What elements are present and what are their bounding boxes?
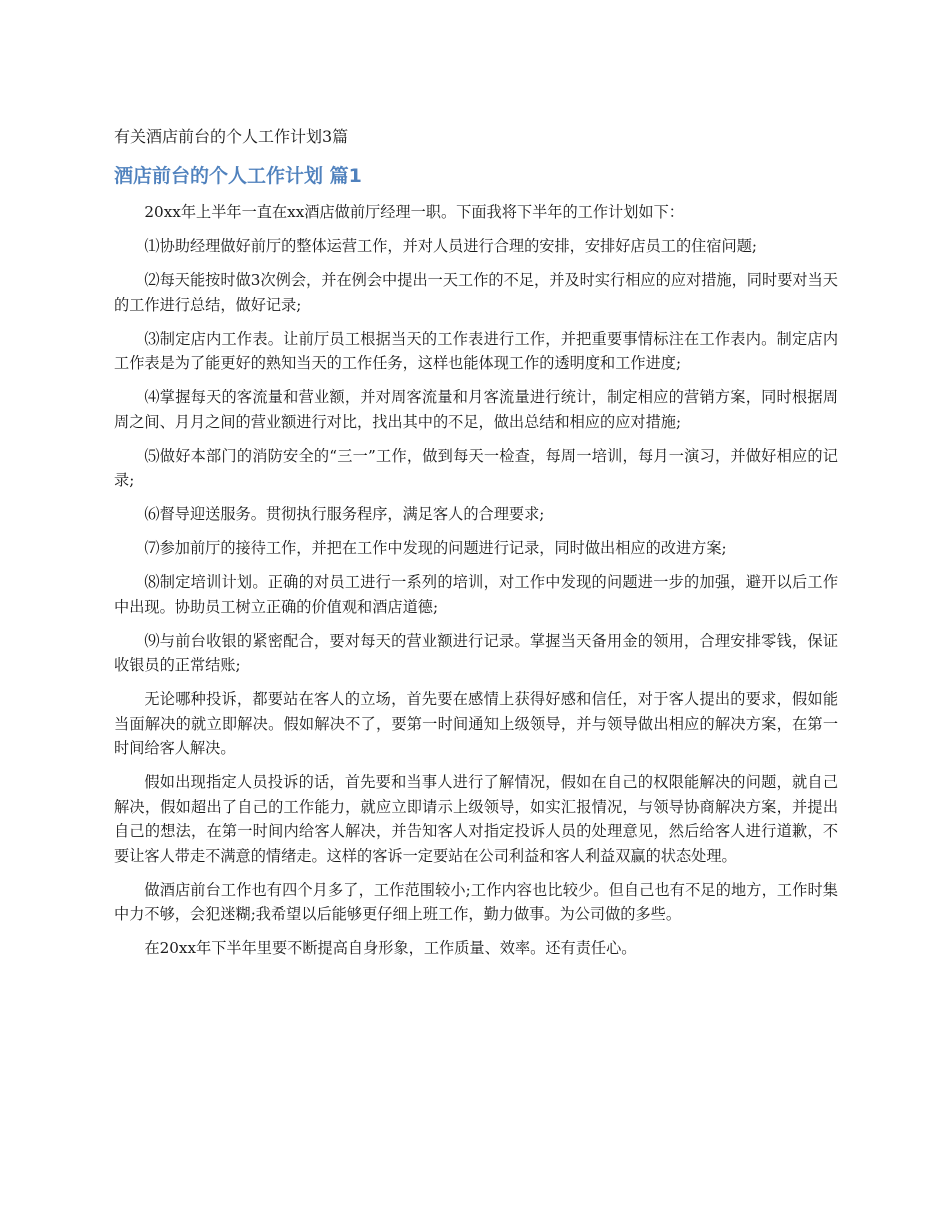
- paragraph-item-2: ⑵每天能按时做3次例会，并在例会中提出一天工作的不足，并及时实行相应的应对措施，同时要对当天的工作进行总结，做好记录;: [114, 271, 838, 314]
- paragraph-item-4: ⑷掌握每天的客流量和营业额，并对周客流量和月客流量进行统计，制定相应的营销方案，同时根据周周之间、月月之间的营业额进行对比，找出其中的不足，做出总结和相应的应对措施;: [114, 388, 838, 431]
- paragraph-item-7: ⑺参加前厅的接待工作，并把在工作中发现的问题进行记录，同时做出相应的改进方案;: [144, 539, 727, 557]
- paragraph-intro: 20xx年上半年一直在xx酒店做前厅经理一职。下面我将下半年的工作计划如下：: [144, 203, 684, 221]
- paragraph-designated-complaints: 假如出现指定人员投诉的话，首先要和当事人进行了解情况，假如在自己的权限能解决的问题，就自己解决，假如超出了自己的工作能力，就应立即请示上级领导，如实汇报情况，与领导协商解决方案，并提出自己的想法，在第一时间内给客人解决，并告知客人对指定投诉人员的处理意见，然后给客人进行道歉，不要让客人带走不满意的情绪走。这样的客诉一定要站在公司利益和客人利益双赢的状态处理。: [114, 773, 838, 865]
- document-page: [114, 124, 838, 970]
- paragraph-item-8: ⑻制定培训计划。正确的对员工进行一系列的培训，对工作中发现的问题进一步的加强，避开以后工作中出现。协助员工树立正确的价值观和酒店道德;: [114, 573, 838, 616]
- paragraph-complaints: 无论哪种投诉，都要站在客人的立场，首先要在感情上获得好感和信任，对于客人提出的要求，假如能当面解决的就立即解决。假如解决不了，要第一时间通知上级领导，并与领导做出相应的解决方案，在第一时间给客人解决。: [114, 690, 838, 757]
- paragraph-item-9: ⑼与前台收银的紧密配合，要对每天的营业额进行记录。掌握当天备用金的领用，合理安排零钱，保证收银员的正常结账;: [114, 631, 838, 674]
- document-title: 有关酒店前台的个人工作计划3篇: [114, 127, 349, 146]
- paragraph-item-3: ⑶制定店内工作表。让前厅员工根据当天的工作表进行工作，并把重要事情标注在工作表内。制定店内工作表是为了能更好的熟知当天的工作任务，这样也能体现工作的透明度和工作进度;: [114, 329, 838, 372]
- paragraph-item-6: ⑹督导迎送服务。贯彻执行服务程序，满足客人的合理要求;: [144, 505, 545, 523]
- paragraph-self-review: 做酒店前台工作也有四个月多了，工作范围较小;工作内容也比较少。但自己也有不足的地方，工作时集中力不够，会犯迷糊;我希望以后能够更仔细上班工作，勤力做事。为公司做的多些。: [114, 880, 838, 923]
- paragraph-item-1: ⑴协助经理做好前厅的整体运营工作，并对人员进行合理的安排，安排好店员工的住宿问题;: [144, 237, 758, 255]
- paragraph-item-5: ⑸做好本部门的消防安全的“三一”工作，做到每天一检查，每周一培训，每月一演习，并做好相应的记录;: [114, 446, 838, 489]
- paragraph-goals: 在20xx年下半年里要不断提高自身形象，工作质量、效率。还有责任心。: [144, 939, 637, 957]
- section-heading: 酒店前台的个人工作计划 篇1: [114, 165, 362, 187]
